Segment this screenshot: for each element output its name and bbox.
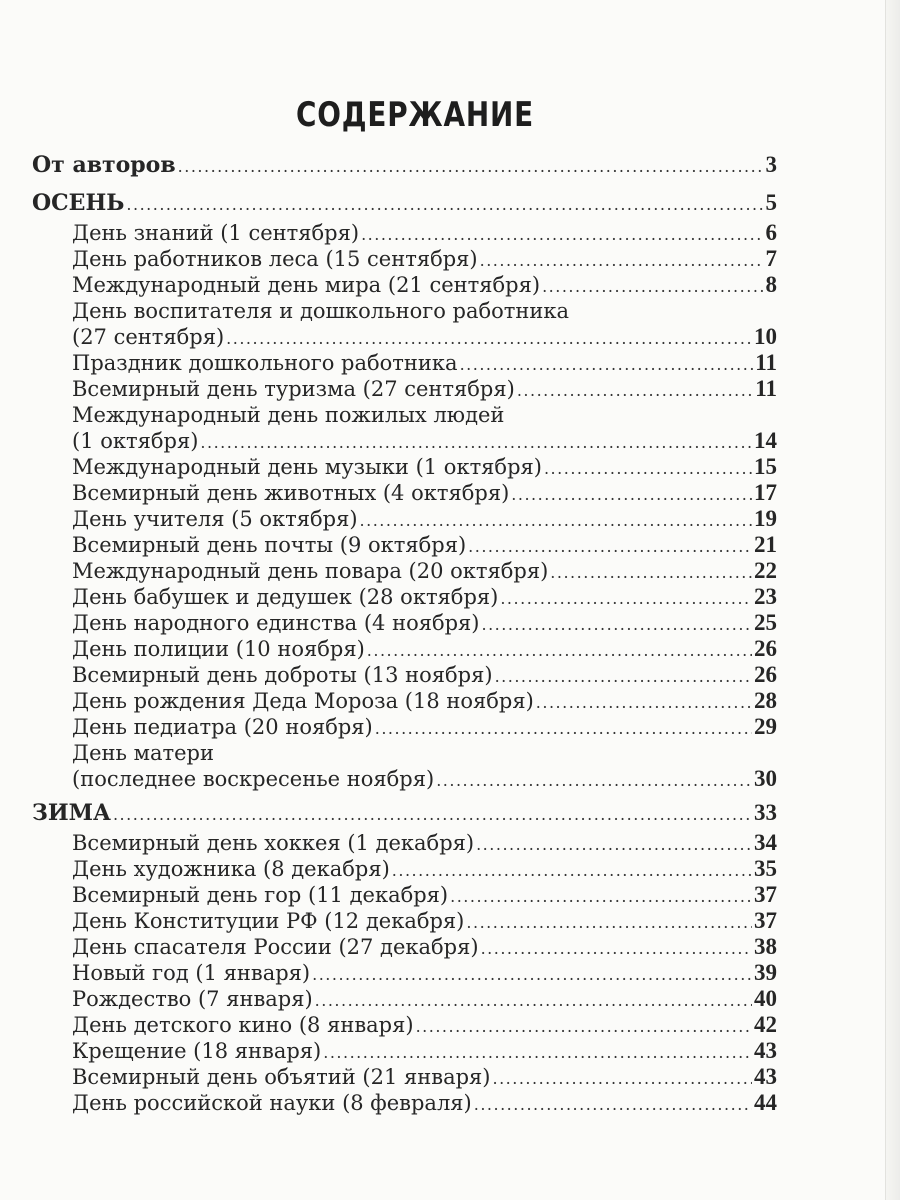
toc-page-number: 39 xyxy=(754,960,777,985)
toc-entry-label: День бабушек и дедушек (28 октября) xyxy=(72,585,499,609)
toc-entry-label: День народного единства (4 ноября) xyxy=(72,611,480,635)
dot-leader xyxy=(466,910,752,936)
toc-entry-label: Всемирный день доброты (13 ноября) xyxy=(72,663,493,687)
dot-leader xyxy=(511,482,752,508)
page-edge xyxy=(885,0,900,1200)
toc-entry xyxy=(72,298,777,324)
dot-leader xyxy=(544,456,752,482)
toc-section xyxy=(32,152,777,180)
dot-leader xyxy=(495,664,752,690)
toc-entry-label: День воспитателя и дошкольного работника xyxy=(72,299,570,323)
dot-leader xyxy=(323,1040,752,1066)
toc-page-number: 42 xyxy=(754,1012,777,1037)
toc-page-number: 15 xyxy=(754,454,777,479)
dot-leader xyxy=(542,274,763,300)
toc-entry-label: День российской науки (8 февраля) xyxy=(72,1091,472,1115)
dot-leader xyxy=(392,858,752,884)
toc-entry xyxy=(72,584,777,612)
dot-leader xyxy=(113,802,752,828)
toc-entry-label: День рождения Деда Мороза (18 ноября) xyxy=(72,689,534,713)
toc-entry xyxy=(72,960,777,988)
dot-leader xyxy=(312,962,752,988)
toc-page-number: 30 xyxy=(754,766,777,791)
toc-entry xyxy=(72,610,777,638)
dot-leader xyxy=(375,716,752,742)
toc-entry-label: Всемирный день почты (9 октября) xyxy=(72,533,467,557)
dot-leader xyxy=(468,534,752,560)
toc-page-number: 28 xyxy=(754,688,777,713)
toc-entry xyxy=(72,376,777,404)
toc-entry xyxy=(72,220,777,248)
toc-entry xyxy=(72,532,777,560)
dot-leader xyxy=(416,1014,752,1040)
toc-entry-label: Международный день музыки (1 октября) xyxy=(72,455,542,479)
toc-entry-label: День спасателя России (27 декабря) xyxy=(72,935,479,959)
toc-page-number: 37 xyxy=(754,882,777,907)
toc-entry-label: День полиции (10 ноября) xyxy=(72,637,365,661)
toc-entry-label: Всемирный день хоккея (1 декабря) xyxy=(72,831,475,855)
toc-entry xyxy=(72,688,777,716)
toc-entry xyxy=(72,714,777,742)
toc-entry-label: Всемирный день туризма (27 сентября) xyxy=(72,377,515,401)
toc-page-number: 38 xyxy=(754,934,777,959)
toc-entry xyxy=(72,350,777,378)
toc-entry xyxy=(72,428,777,456)
dot-leader xyxy=(536,690,752,716)
toc-entry-label: День работников леса (15 сентября) xyxy=(72,247,478,271)
toc-entry-label: Международный день повара (20 октября) xyxy=(72,559,549,583)
dot-leader xyxy=(476,832,752,858)
toc-page-number: 26 xyxy=(754,662,777,687)
toc-entry-label: Праздник дошкольного работника xyxy=(72,351,458,375)
toc-page-number: 29 xyxy=(754,714,777,739)
toc-entry-label: Новый год (1 января) xyxy=(72,961,311,985)
dot-leader xyxy=(126,192,763,218)
toc-entry-label: ОСЕНЬ xyxy=(32,190,125,216)
toc-entry xyxy=(72,856,777,884)
toc-page-number: 21 xyxy=(754,532,777,557)
dot-leader xyxy=(226,326,752,352)
toc-entry-label: День матери xyxy=(72,741,214,765)
toc-page-number: 44 xyxy=(754,1090,777,1115)
dot-leader xyxy=(550,560,752,586)
toc-entry xyxy=(72,934,777,962)
toc-entry xyxy=(72,480,777,508)
toc-page-number: 26 xyxy=(754,636,777,661)
dot-leader xyxy=(178,154,764,180)
dot-leader xyxy=(460,352,754,378)
toc-entry xyxy=(72,830,777,858)
toc-entry xyxy=(72,882,777,910)
toc-section xyxy=(32,800,777,828)
toc-page-number: 25 xyxy=(754,610,777,635)
toc-entry-label: Крещение (18 января) xyxy=(72,1039,322,1063)
toc-entry xyxy=(72,908,777,936)
toc-entry-label: (27 сентября) xyxy=(72,325,225,349)
toc-entry xyxy=(72,636,777,664)
toc-page-number: 11 xyxy=(755,376,777,401)
toc-entry-label: Всемирный день объятий (21 января) xyxy=(72,1065,491,1089)
toc-entry xyxy=(72,740,777,766)
toc-entry xyxy=(72,1064,777,1092)
toc-entry-label: День художника (8 декабря) xyxy=(72,857,390,881)
toc-entry-label: День Конституции РФ (12 декабря) xyxy=(72,909,465,933)
toc-entry-label: Международный день мира (21 сентября) xyxy=(72,273,541,297)
toc-entry xyxy=(72,662,777,690)
dot-leader xyxy=(436,768,752,794)
toc-page-number: 14 xyxy=(754,428,777,453)
toc-page-number: 40 xyxy=(754,986,777,1011)
toc-entry xyxy=(72,986,777,1014)
toc-entry xyxy=(72,766,777,794)
toc-entry xyxy=(72,246,777,274)
toc-entry xyxy=(72,1012,777,1040)
toc-page-number: 11 xyxy=(755,350,777,375)
toc-entry xyxy=(72,1090,777,1118)
toc-entry xyxy=(72,506,777,534)
toc-entry xyxy=(72,324,777,352)
toc-entry xyxy=(72,1038,777,1066)
dot-leader xyxy=(361,222,763,248)
dot-leader xyxy=(500,586,752,612)
toc-page-number: 8 xyxy=(765,272,777,297)
toc-entry-label: Международный день пожилых людей xyxy=(72,403,505,427)
dot-leader xyxy=(480,248,764,274)
toc-page-number: 19 xyxy=(754,506,777,531)
toc-entry-label: Рождество (7 января) xyxy=(72,987,313,1011)
dot-leader xyxy=(200,430,752,456)
page-title: СОДЕРЖАНИЕ xyxy=(295,94,535,135)
dot-leader xyxy=(450,884,752,910)
dot-leader xyxy=(315,988,752,1014)
toc-page-number: 22 xyxy=(754,558,777,583)
toc-page-number: 43 xyxy=(754,1038,777,1063)
dot-leader xyxy=(367,638,752,664)
toc-page-number: 35 xyxy=(754,856,777,881)
toc-page-number: 34 xyxy=(754,830,777,855)
toc-section xyxy=(32,190,777,218)
toc-entry-label: ЗИМА xyxy=(32,800,111,826)
toc-entry-label: (1 октября) xyxy=(72,429,199,453)
toc-page-number: 23 xyxy=(754,584,777,609)
toc-page-number: 3 xyxy=(765,152,777,177)
toc-entry-label: (последнее воскресенье ноября) xyxy=(72,767,435,791)
toc-page-number: 10 xyxy=(754,324,777,349)
toc-page-number: 6 xyxy=(765,220,777,245)
dot-leader xyxy=(492,1066,752,1092)
toc-page-number: 33 xyxy=(754,800,777,825)
dot-leader xyxy=(517,378,753,404)
dot-leader xyxy=(474,1092,752,1118)
toc-entry-label: День детского кино (8 января) xyxy=(72,1013,414,1037)
toc-page-number: 43 xyxy=(754,1064,777,1089)
toc-entry-label: От авторов xyxy=(32,152,176,178)
toc-entry-label: Всемирный день гор (11 декабря) xyxy=(72,883,449,907)
toc-entry xyxy=(72,272,777,300)
dot-leader xyxy=(482,612,753,638)
toc-entry xyxy=(72,558,777,586)
toc-entry-label: День учителя (5 октября) xyxy=(72,507,358,531)
toc-entry-label: День педиатра (20 ноября) xyxy=(72,715,373,739)
toc-entry-label: День знаний (1 сентября) xyxy=(72,221,360,245)
dot-leader xyxy=(481,936,752,962)
toc-page-number: 17 xyxy=(754,480,777,505)
toc-entry xyxy=(72,402,777,428)
toc-page-number: 7 xyxy=(765,246,777,271)
toc-entry xyxy=(72,454,777,482)
toc-page-number: 5 xyxy=(765,190,777,215)
toc-entry-label: Всемирный день животных (4 октября) xyxy=(72,481,510,505)
toc-page-number: 37 xyxy=(754,908,777,933)
dot-leader xyxy=(360,508,752,534)
